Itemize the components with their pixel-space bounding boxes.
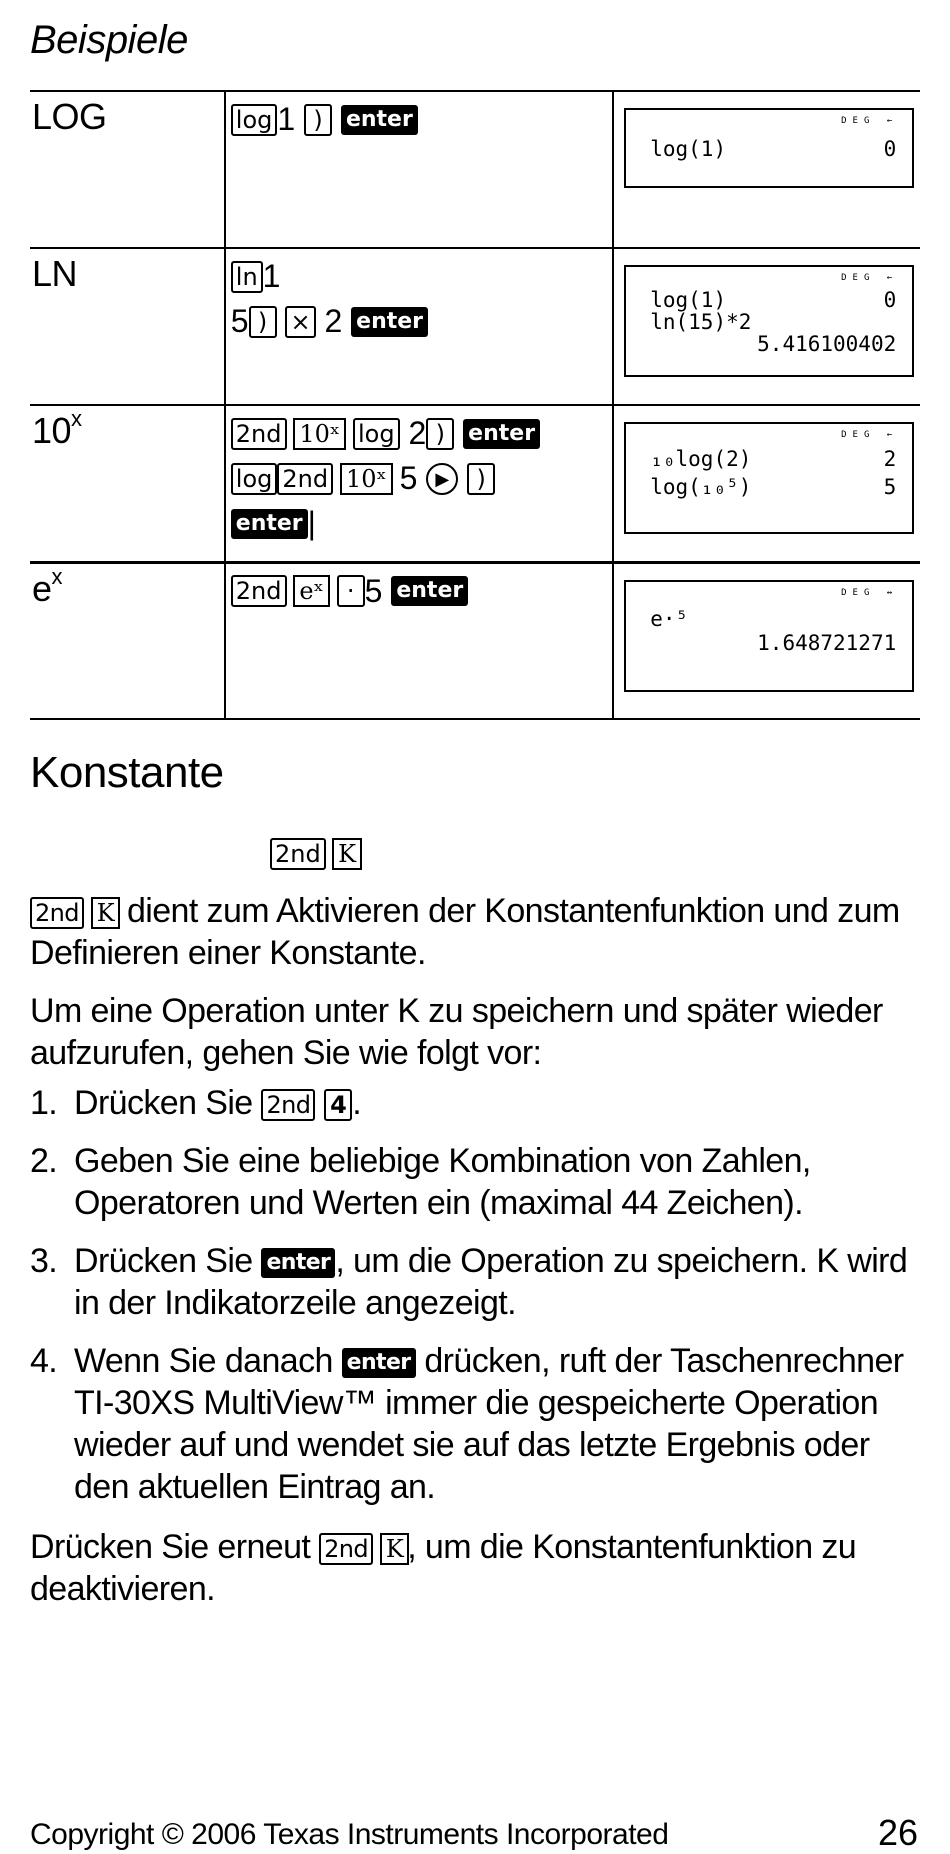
screen-result: 5 [883, 475, 897, 499]
screen-line [650, 311, 896, 333]
4-key: 4 [324, 1089, 352, 1121]
screen-result: 1.648721271 [757, 630, 897, 655]
section-heading: Konstante [30, 748, 224, 797]
paragraph-text: dient zum Aktivieren der Konstantenfunktion und zum Definieren einer Konstante. [30, 892, 900, 972]
step-number: 1. [30, 1084, 58, 1122]
2nd-key: 2nd [231, 575, 287, 607]
section-title: Beispiele [30, 18, 188, 62]
enter-key: enter [231, 509, 308, 539]
enter-key: enter [342, 1348, 416, 1378]
screen-result: 0 [883, 137, 897, 161]
key-text: 2 [408, 415, 427, 452]
paragraph: Um eine Operation unter K zu speichern und später wieder aufzurufen, gehen Sie wie folgt vor: [30, 992, 883, 1072]
screen-indicator: DEG ← [841, 116, 899, 126]
enter-key: enter [351, 307, 428, 337]
step-text: drücken, ruft der Taschenrechner TI-30XS MultiView™ immer die gespeicherte Operation wieder auf und wendet sie auf das letzte Ergebnis oder den aktuellen Eintrag an. [74, 1342, 904, 1506]
table-row [30, 562, 920, 719]
label-superscript: x [51, 563, 63, 589]
list-item [30, 1240, 930, 1324]
key-text: 2 [324, 303, 343, 340]
screen-indicator: DEG ← [841, 430, 899, 440]
key-text: 5 [230, 303, 249, 340]
screen-line [650, 608, 896, 630]
keystrokes [225, 91, 613, 248]
list-item [30, 1140, 930, 1224]
close-paren-key: ) [426, 418, 454, 450]
table-row [30, 91, 920, 248]
function-label [30, 562, 225, 719]
screen-result: 0 [883, 288, 897, 312]
calculator-screen [624, 422, 914, 534]
multiply-key: × [285, 306, 315, 338]
screen-entry: e·⁵ [650, 606, 689, 631]
paragraph-text: Drücken Sie erneut [30, 1528, 320, 1566]
step-text: . [352, 1084, 362, 1122]
keystrokes [225, 562, 613, 719]
log-key: log [353, 418, 400, 450]
table-row [30, 405, 920, 562]
log-key: log [231, 463, 278, 495]
key-text: 5 [364, 572, 383, 609]
screen-line [650, 476, 896, 498]
step-number: 3. [30, 1242, 58, 1280]
calculator-screen [624, 265, 914, 377]
steps-list [30, 1082, 930, 1524]
function-label [30, 405, 225, 562]
key-text: 1 [277, 101, 296, 138]
label-base: 10 [32, 410, 72, 451]
screen-indicator: DEG ↔ [841, 587, 899, 598]
right-arrow-icon: ▶ [426, 463, 458, 495]
screen-line [650, 448, 896, 470]
list-item [30, 1082, 930, 1124]
enter-key: enter [341, 105, 418, 135]
2nd-key: 2nd [231, 418, 287, 450]
step-text: Wenn Sie danach [74, 1342, 342, 1380]
step-number: 4. [30, 1342, 58, 1380]
key-text: 1 [262, 258, 281, 295]
cursor-mark: | [307, 505, 316, 542]
key-text: 5 [399, 460, 418, 497]
list-item [30, 1340, 930, 1508]
2nd-key: 2nd [30, 897, 84, 929]
ex-key: eˣ [295, 575, 327, 607]
keystrokes [225, 405, 613, 562]
10x-key: 10ˣ [342, 463, 391, 495]
screen-line [650, 138, 896, 160]
k-key: K [382, 1533, 407, 1565]
function-label: LOG [30, 91, 225, 248]
step-text: Drücken Sie [74, 1084, 262, 1122]
enter-key: enter [463, 419, 540, 449]
decimal-key: · [337, 575, 365, 607]
enter-key: enter [261, 1248, 335, 1278]
k-key: K [93, 897, 118, 929]
screen-entry: log(1) [650, 137, 727, 161]
paragraph [30, 1526, 930, 1610]
2nd-key: 2nd [270, 838, 326, 870]
screen-entry: log(1) [650, 288, 727, 312]
enter-key: enter [391, 576, 468, 606]
step-text: Drücken Sie [74, 1242, 262, 1280]
2nd-key: 2nd [261, 1089, 315, 1121]
page-number: 26 [877, 1812, 918, 1853]
screen-entry: ln(15)*2 [650, 310, 752, 334]
screen-result: 2 [883, 447, 897, 471]
step-number: 2. [30, 1142, 58, 1180]
paragraph [30, 890, 930, 974]
examples-table [30, 90, 920, 720]
step-text: , um die Operation zu speichern. K wird in der Indikatorzeile angezeigt. [74, 1242, 908, 1322]
key-sequence [270, 836, 360, 870]
10x-key: 10ˣ [295, 418, 344, 450]
ln-key: ln [231, 261, 263, 293]
screen-indicator: DEG ← [841, 273, 899, 283]
screen-entry: log(₁₀⁵) [650, 475, 752, 499]
copyright-footer: Copyright © 2006 Texas Instruments Incorporated [30, 1818, 669, 1851]
screen-line [650, 289, 896, 311]
2nd-key: 2nd [319, 1533, 373, 1565]
label-superscript: x [71, 406, 82, 431]
close-paren-key: ) [249, 306, 277, 338]
log-key: log [231, 104, 278, 136]
k-key: K [334, 838, 360, 870]
screen-line [650, 333, 896, 355]
calculator-screen [624, 580, 914, 692]
table-row [30, 248, 920, 405]
calculator-screen [624, 108, 914, 188]
step-text: Geben Sie eine beliebige Kombination von Zahlen, Operatoren und Werten ein (maximal 44 Zeichen). [74, 1142, 811, 1222]
close-paren-key: ) [304, 104, 332, 136]
screen-result: 5.416100402 [757, 332, 897, 356]
screen-entry: ₁₀log(2) [650, 447, 752, 471]
screen-line [650, 632, 896, 654]
close-paren-key: ) [467, 463, 495, 495]
function-label: LN [30, 248, 225, 405]
2nd-key: 2nd [277, 463, 333, 495]
keystrokes [225, 248, 613, 405]
label-base: e [32, 567, 52, 609]
paragraph-text: , um die Konstantenfunktion zu deaktivieren. [30, 1528, 857, 1608]
